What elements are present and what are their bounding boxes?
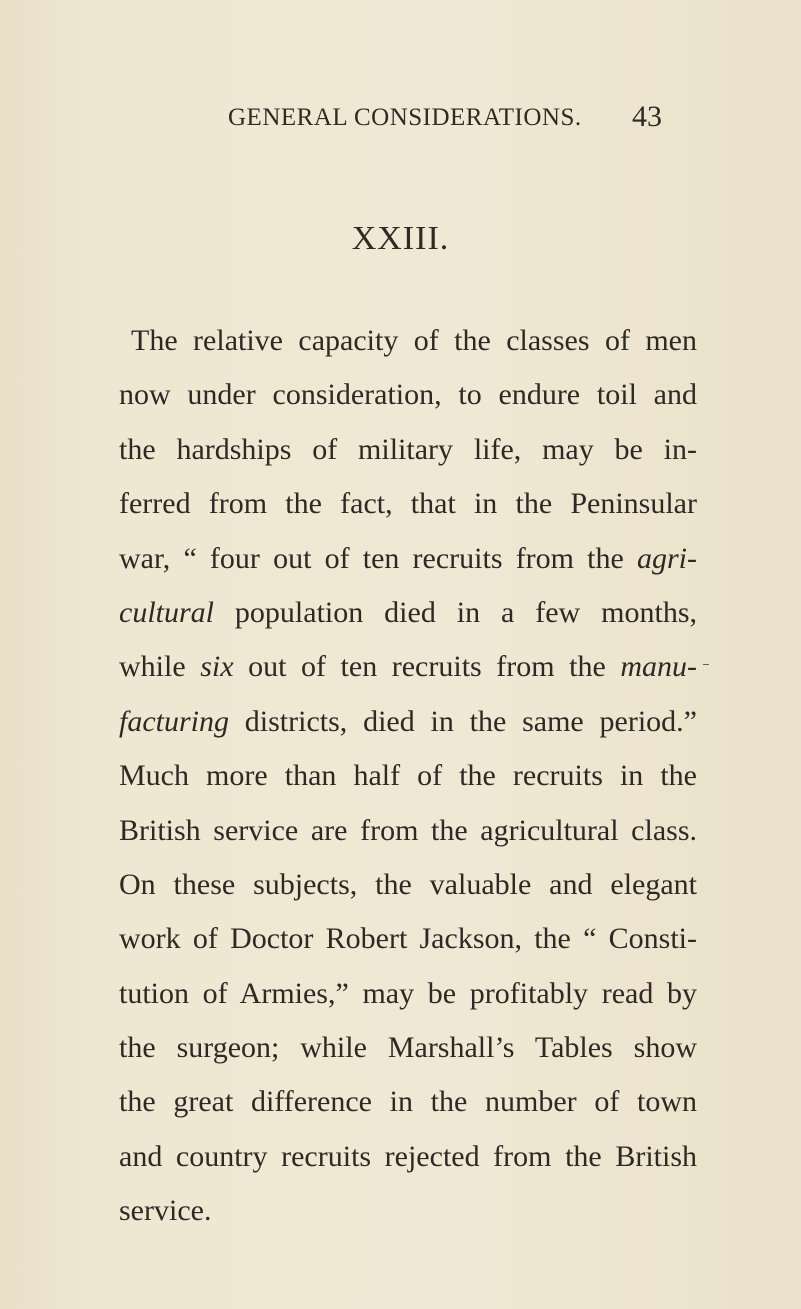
text-line [119, 532, 697, 586]
text-run: tution of Armies,” may be profitably read by [119, 976, 697, 1010]
margin-mark [703, 664, 709, 665]
text-run: The relative capacity of the classes of men [131, 324, 697, 357]
text-line [119, 477, 697, 531]
text-line [119, 1075, 697, 1129]
text-run: service. [119, 1194, 212, 1228]
text-run: Much more than half of the recruits in the [119, 759, 697, 793]
text-line [119, 1184, 697, 1238]
text-line [119, 586, 697, 640]
italic-text: manu- [620, 650, 697, 684]
text-run: war, “ four out of ten recruits from the [119, 541, 637, 575]
text-line [119, 423, 697, 477]
text-run: while [119, 650, 201, 684]
text-run: the hardships of military life, may be in- [119, 432, 697, 466]
text-run: now under consideration, to endure toil and [119, 378, 697, 412]
text-line [119, 912, 697, 966]
italic-text: six [200, 650, 234, 684]
text-line [119, 967, 697, 1021]
text-run: the great difference in the number of town [119, 1085, 697, 1119]
text-line [119, 1021, 697, 1075]
text-line [119, 314, 697, 368]
text-line [119, 749, 697, 803]
running-head: GENERAL CONSIDERATIONS. [228, 104, 582, 131]
text-run: the surgeon; while Marshall’s Tables show [119, 1031, 697, 1065]
text-run: On these subjects, the valuable and elegant [119, 867, 697, 901]
italic-text: cultural [119, 595, 214, 629]
text-run: out of ten recruits from the [233, 650, 621, 684]
text-line [119, 804, 697, 858]
text-run: districts, died in the same period.” [229, 704, 697, 738]
italic-text: agri- [637, 541, 697, 575]
text-run: work of Doctor Robert Jackson, the “ Consti- [119, 922, 697, 956]
paragraph [119, 314, 697, 1239]
text-line [119, 695, 697, 749]
text-run: population died in a few months, [214, 595, 697, 629]
text-line [119, 640, 697, 694]
italic-text: facturing [119, 704, 229, 738]
text-line [119, 1130, 697, 1184]
text-line [119, 368, 697, 422]
text-run: ferred from the fact, that in the Peninsular [119, 487, 697, 521]
section-numeral: XXIII. [351, 220, 450, 257]
text-run: and country recruits rejected from the British [119, 1139, 697, 1173]
text-run: British service are from the agricultural class. [119, 813, 697, 847]
text-line [119, 858, 697, 912]
page-number: 43 [632, 100, 662, 133]
